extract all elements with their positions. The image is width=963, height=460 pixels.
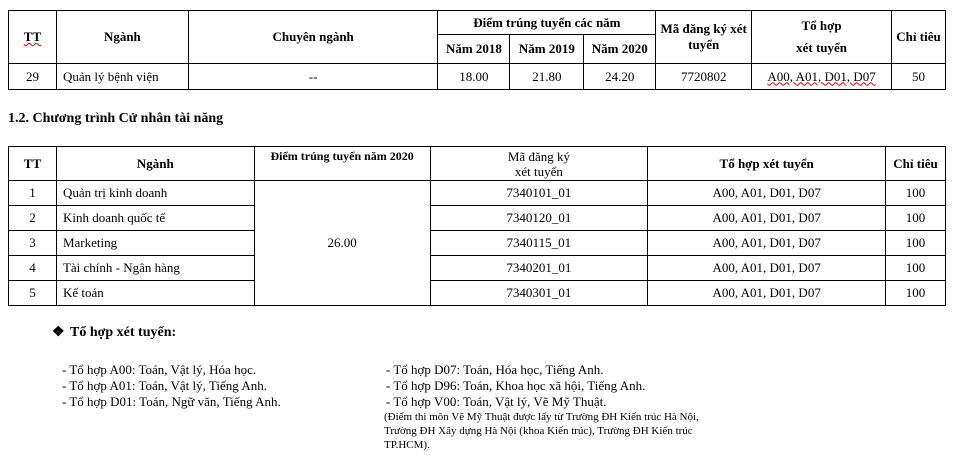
cell-chi-tieu: 100: [886, 281, 946, 306]
cell-chi-tieu: 100: [886, 231, 946, 256]
header-diem: Điểm trúng tuyển các năm: [438, 11, 656, 35]
header-nganh: Ngành: [56, 11, 188, 64]
cell-shared-score: 26.00: [254, 181, 430, 306]
header-tt: TT: [9, 147, 57, 181]
header-tt: TT: [9, 11, 57, 64]
table-row: [9, 64, 946, 90]
cell-nganh: Quản trị kinh doanh: [56, 181, 254, 206]
cell-nganh: Quản lý bệnh viện: [56, 64, 188, 90]
cell-nganh: Kế toán: [56, 281, 254, 306]
cell-ma: 7340301_01: [430, 281, 648, 306]
major-table-continued: [8, 10, 946, 90]
cell-ma: 7720802: [656, 64, 752, 90]
header-chi-tieu: Chỉ tiêu: [886, 147, 946, 181]
table-row: [9, 206, 946, 231]
list-item: - Tổ hợp A01: Toán, Vật lý, Tiếng Anh.: [62, 378, 267, 393]
header-to-hop: Tổ hợp xét tuyển: [648, 147, 886, 181]
list-item: - Tổ hợp D07: Toán, Hóa học, Tiếng Anh.: [386, 362, 604, 377]
header-2019: Năm 2019: [510, 35, 584, 64]
table-row: [9, 181, 946, 206]
header-ma: Mã đăng ký xét tuyển: [656, 11, 752, 64]
list-item: - Tổ hợp D96: Toán, Khoa học xã hội, Tiếng Anh.: [386, 378, 646, 393]
cell-chuyen-nganh: --: [188, 64, 438, 90]
cell-to-hop: A00, A01, D01, D07: [648, 256, 886, 281]
table-row: [9, 231, 946, 256]
cell-nganh: Marketing: [56, 231, 254, 256]
cell-tt: 4: [9, 256, 57, 281]
list-item: - Tổ hợp A00: Toán, Vật lý, Hóa học.: [62, 362, 257, 377]
table-row: [9, 256, 946, 281]
cell-to-hop: A00, A01, D01, D07: [648, 206, 886, 231]
header-diem: Điểm trúng tuyển năm 2020: [254, 147, 430, 181]
cell-tt: 5: [9, 281, 57, 306]
cell-tt: 29: [9, 64, 57, 90]
section-heading: 1.2. Chương trình Cử nhân tài năng: [8, 111, 224, 126]
cell-to-hop: A00, A01, D01, D07: [752, 64, 892, 90]
header-ma: Mã đăng ký xét tuyển: [430, 147, 648, 181]
cell-chi-tieu: 100: [886, 206, 946, 231]
cell-chi-tieu: 100: [886, 256, 946, 281]
header-chi-tieu: Chỉ tiêu: [891, 11, 945, 64]
header-2020: Năm 2020: [584, 35, 656, 64]
talent-program-table: [8, 146, 946, 306]
header-to-hop: Tổ hợp xét tuyển: [752, 11, 892, 64]
cell-to-hop: A00, A01, D01, D07: [648, 231, 886, 256]
cell-2019: 21.80: [510, 64, 584, 90]
table-row: [9, 281, 946, 306]
list-item: - Tổ hợp V00: Toán, Vật lý, Vẽ Mỹ Thuật.: [386, 394, 607, 409]
cell-tt: 3: [9, 231, 57, 256]
cell-chi-tieu: 50: [891, 64, 945, 90]
combinations-heading: [52, 324, 176, 341]
cell-ma: 7340201_01: [430, 256, 648, 281]
cell-2018: 18.00: [438, 64, 510, 90]
cell-ma: 7340120_01: [430, 206, 648, 231]
cell-ma: 7340101_01: [430, 181, 648, 206]
list-item: - Tổ hợp D01: Toán, Ngữ văn, Tiếng Anh.: [62, 394, 281, 409]
cell-nganh: Kinh doanh quốc tế: [56, 206, 254, 231]
diamond-bullet-icon: ❖: [52, 325, 65, 340]
cell-ma: 7340115_01: [430, 231, 648, 256]
cell-tt: 2: [9, 206, 57, 231]
cell-tt: 1: [9, 181, 57, 206]
cell-2020: 24.20: [584, 64, 656, 90]
combinations-heading-text: Tổ hợp xét tuyển:: [70, 325, 177, 340]
cell-to-hop: A00, A01, D01, D07: [648, 281, 886, 306]
cell-chi-tieu: 100: [886, 181, 946, 206]
header-nganh: Ngành: [56, 147, 254, 181]
header-chuyen-nganh: Chuyên ngành: [188, 11, 438, 64]
cell-nganh: Tài chính - Ngân hàng: [56, 256, 254, 281]
header-2018: Năm 2018: [438, 35, 510, 64]
v00-note: (Điểm thi môn Vẽ Mỹ Thuật được lấy từ Trường ĐH Kiến trúc Hà Nội, Trường ĐH Xây dựng Hà Nội (khoa Kiến trúc), Trường ĐH Kiến trúc TP.HCM).: [384, 411, 699, 451]
combination-list-left: [62, 362, 281, 410]
combination-list-right: [386, 362, 724, 452]
cell-to-hop: A00, A01, D01, D07: [648, 181, 886, 206]
